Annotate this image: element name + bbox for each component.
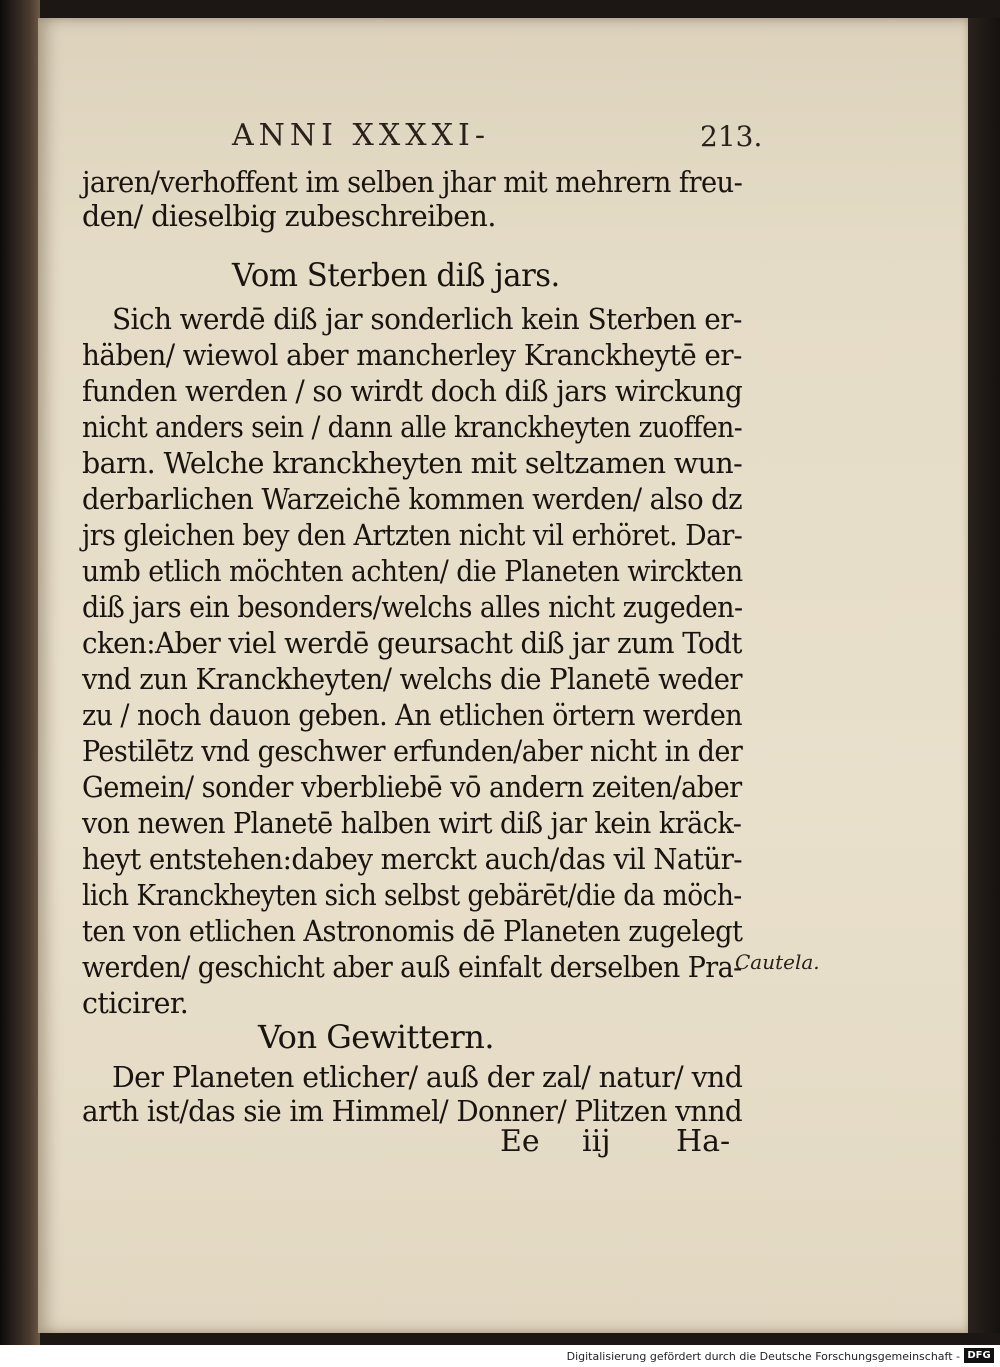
section-heading: Vom Sterben diß jars. bbox=[232, 256, 560, 294]
book-binding-edge bbox=[0, 0, 40, 1345]
text-line: ten von etlichen Astronomis dē Planeten zugelegt bbox=[82, 915, 743, 948]
text-line: vnd zun Kranckheyten/ welchs die Planetē weder bbox=[82, 663, 742, 696]
section-heading: Von Gewittern. bbox=[258, 1018, 495, 1056]
catchword: Ha- bbox=[676, 1124, 731, 1159]
text-line: jaren/verhoffent im selben jhar mit mehrern freu- bbox=[82, 166, 743, 199]
text-line: arth ist/das sie im Himmel/ Donner/ Plitzen vnnd bbox=[82, 1095, 743, 1128]
text-line: heyt entstehen:dabey merckt auch/das vil Natür- bbox=[82, 843, 743, 876]
text-line: häben/ wiewol aber mancherley Kranckheytē er- bbox=[82, 339, 742, 372]
text-line: Der Planeten etlicher/ auß der zal/ natur/ vnd bbox=[112, 1061, 743, 1094]
text-line: barn. Welche kranckheyten mit seltzamen wun- bbox=[82, 447, 743, 480]
folio-number: 213. bbox=[700, 120, 763, 153]
text-line: cticirer. bbox=[82, 987, 189, 1020]
text-line: nicht anders sein / dann alle kranckheyten zuoffen- bbox=[82, 411, 743, 444]
text-line: von newen Planetē halben wirt diß jar kein kräck- bbox=[82, 807, 742, 840]
signature-mark: Ee bbox=[500, 1124, 540, 1159]
marginal-note: Cautela. bbox=[735, 950, 820, 974]
text-line: funden werden / so wirdt doch diß jars wirckung bbox=[82, 375, 743, 408]
funding-notice: Digitalisierung gefördert durch die Deutsche Forschungsgemeinschaft - bbox=[566, 1350, 960, 1363]
text-line: Sich werdē diß jar sonderlich kein Sterben er- bbox=[112, 303, 742, 336]
text-line: umb etlich möchten achten/ die Planeten wirckten bbox=[82, 555, 743, 588]
text-line: werden/ geschicht aber auß einfalt derselben Pra- bbox=[82, 951, 742, 984]
text-line: Gemein/ sonder vberbliebē vō andern zeiten/aber bbox=[82, 771, 742, 804]
page-fore-edge bbox=[968, 18, 1000, 1333]
text-line: jrs gleichen bey den Artzten nicht vil erhöret. Dar- bbox=[82, 519, 743, 552]
dfg-logo: DFG bbox=[964, 1348, 994, 1363]
footer-bar bbox=[0, 1345, 1000, 1367]
text-line: lich Kranckheyten sich selbst gebärēt/die da möch- bbox=[82, 879, 742, 912]
running-head: ANNI XXXXI- bbox=[232, 118, 490, 153]
text-line: cken:Aber viel werdē geursacht diß jar zum Todt bbox=[82, 627, 742, 660]
text-line: zu / noch dauon geben. An etlichen örtern werden bbox=[82, 699, 743, 732]
text-line: den/ dieselbig zubeschreiben. bbox=[82, 200, 496, 233]
text-line: derbarlichen Warzeichē kommen werden/ also dz bbox=[82, 483, 743, 516]
text-line: Pestilētz vnd geschwer erfunden/aber nicht in der bbox=[82, 735, 743, 768]
catchword-line bbox=[500, 1124, 740, 1164]
signature-number: iij bbox=[582, 1124, 611, 1159]
text-line: diß jars ein besonders/welchs alles nicht zugeden- bbox=[82, 591, 743, 624]
